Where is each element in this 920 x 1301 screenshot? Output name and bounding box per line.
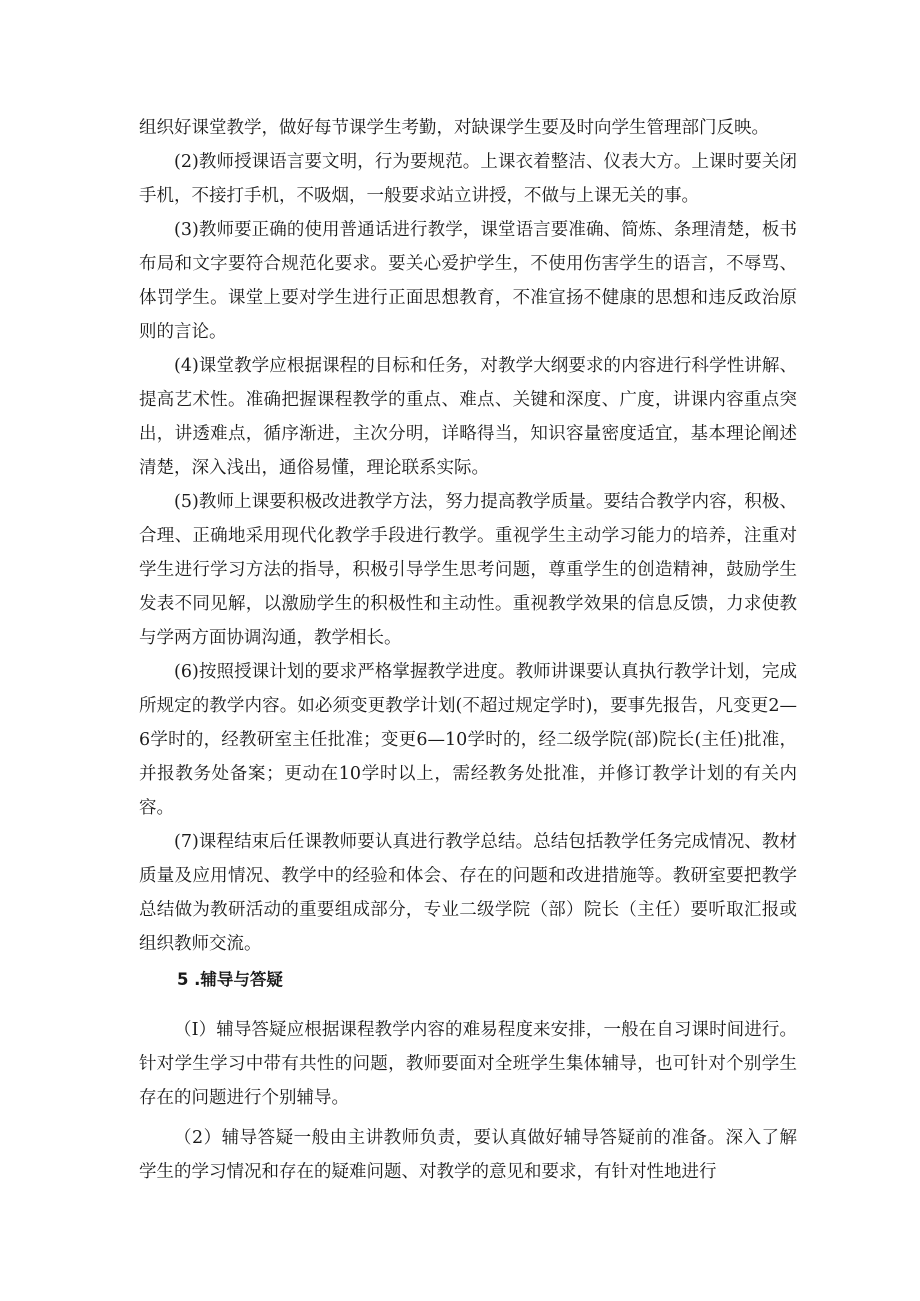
paragraph-continuation: 组织好课堂教学，做好每节课学生考勤，对缺课学生要及时向学生管理部门反映。 — [139, 118, 769, 138]
document-body — [139, 111, 797, 1189]
paragraph-item-6: (6)按照授课计划的要求严格掌握教学进度。教师讲课要认真执行教学计划，完成所规定的教学内容。如必须变更教学计划(不超过规定学时)，要事先报告，凡变更2—6学时的，经教研室主任批准；变更6—10学时的，经二级学院(部)院长(主任)批准，并报教务处备案；更动在10学时以上，需经教务处批准，并修订教学计划的有关内容。 — [139, 662, 797, 818]
section-paragraph-2: （2）辅导答疑一般由主讲教师负责，要认真做好辅导答疑前的准备。深入了解学生的学习情况和存在的疑难问题、对教学的意见和要求，有针对性地进行 — [139, 1128, 797, 1182]
paragraph-item-5: (5)教师上课要积极改进教学方法，努力提高教学质量。要结合教学内容，积极、合理、正确地采用现代化教学手段进行教学。重视学生主动学习能力的培养，注重对学生进行学习方法的指导，积极引导学生思考问题，尊重学生的创造精神，鼓励学生发表不同见解，以激励学生的积极性和主动性。重视教学效果的信息反馈，力求使教与学两方面协调沟通，教学相长。 — [139, 492, 797, 648]
section-heading: 5 .辅导与答疑 — [176, 970, 283, 989]
paragraph-item-2: (2)教师授课语言要文明，行为要规范。上课衣着整洁、仪表大方。上课时要关闭手机，不接打手机，不吸烟，一般要求站立讲授，不做与上课无关的事。 — [139, 152, 797, 206]
paragraph-item-7: (7)课程结束后任课教师要认真进行教学总结。总结包括教学任务完成情况、教材质量及应用情况、教学中的经验和体会、存在的问题和改进措施等。教研室要把教学总结做为教研活动的重要组成部分，专业二级学院（部）院长（主任）要听取汇报或组织教师交流。 — [139, 832, 797, 954]
paragraph-item-3: (3)教师要正确的使用普通话进行教学，课堂语言要准确、简炼、条理清楚，板书布局和文字要符合规范化要求。要关心爱护学生，不使用伤害学生的语言，不辱骂、体罚学生。课堂上要对学生进行正面思想教育，不准宣扬不健康的思想和违反政治原则的言论。 — [139, 220, 797, 342]
section-paragraph-1: （I）辅导答疑应根据课程教学内容的难易程度来安排，一般在自习课时间进行。针对学生学习中带有共性的问题，教师要面对全班学生集体辅导，也可针对个别学生存在的问题进行个别辅导。 — [139, 1020, 797, 1108]
paragraph-item-4: (4)课堂教学应根据课程的目标和任务，对教学大纲要求的内容进行科学性讲解、提高艺术性。准确把握课程教学的重点、难点、关键和深度、广度，讲课内容重点突出，讲透难点，循序渐进，主次分明，详略得当，知识容量密度适宜，基本理论阐述清楚，深入浅出，通俗易懂，理论联系实际。 — [139, 356, 797, 478]
